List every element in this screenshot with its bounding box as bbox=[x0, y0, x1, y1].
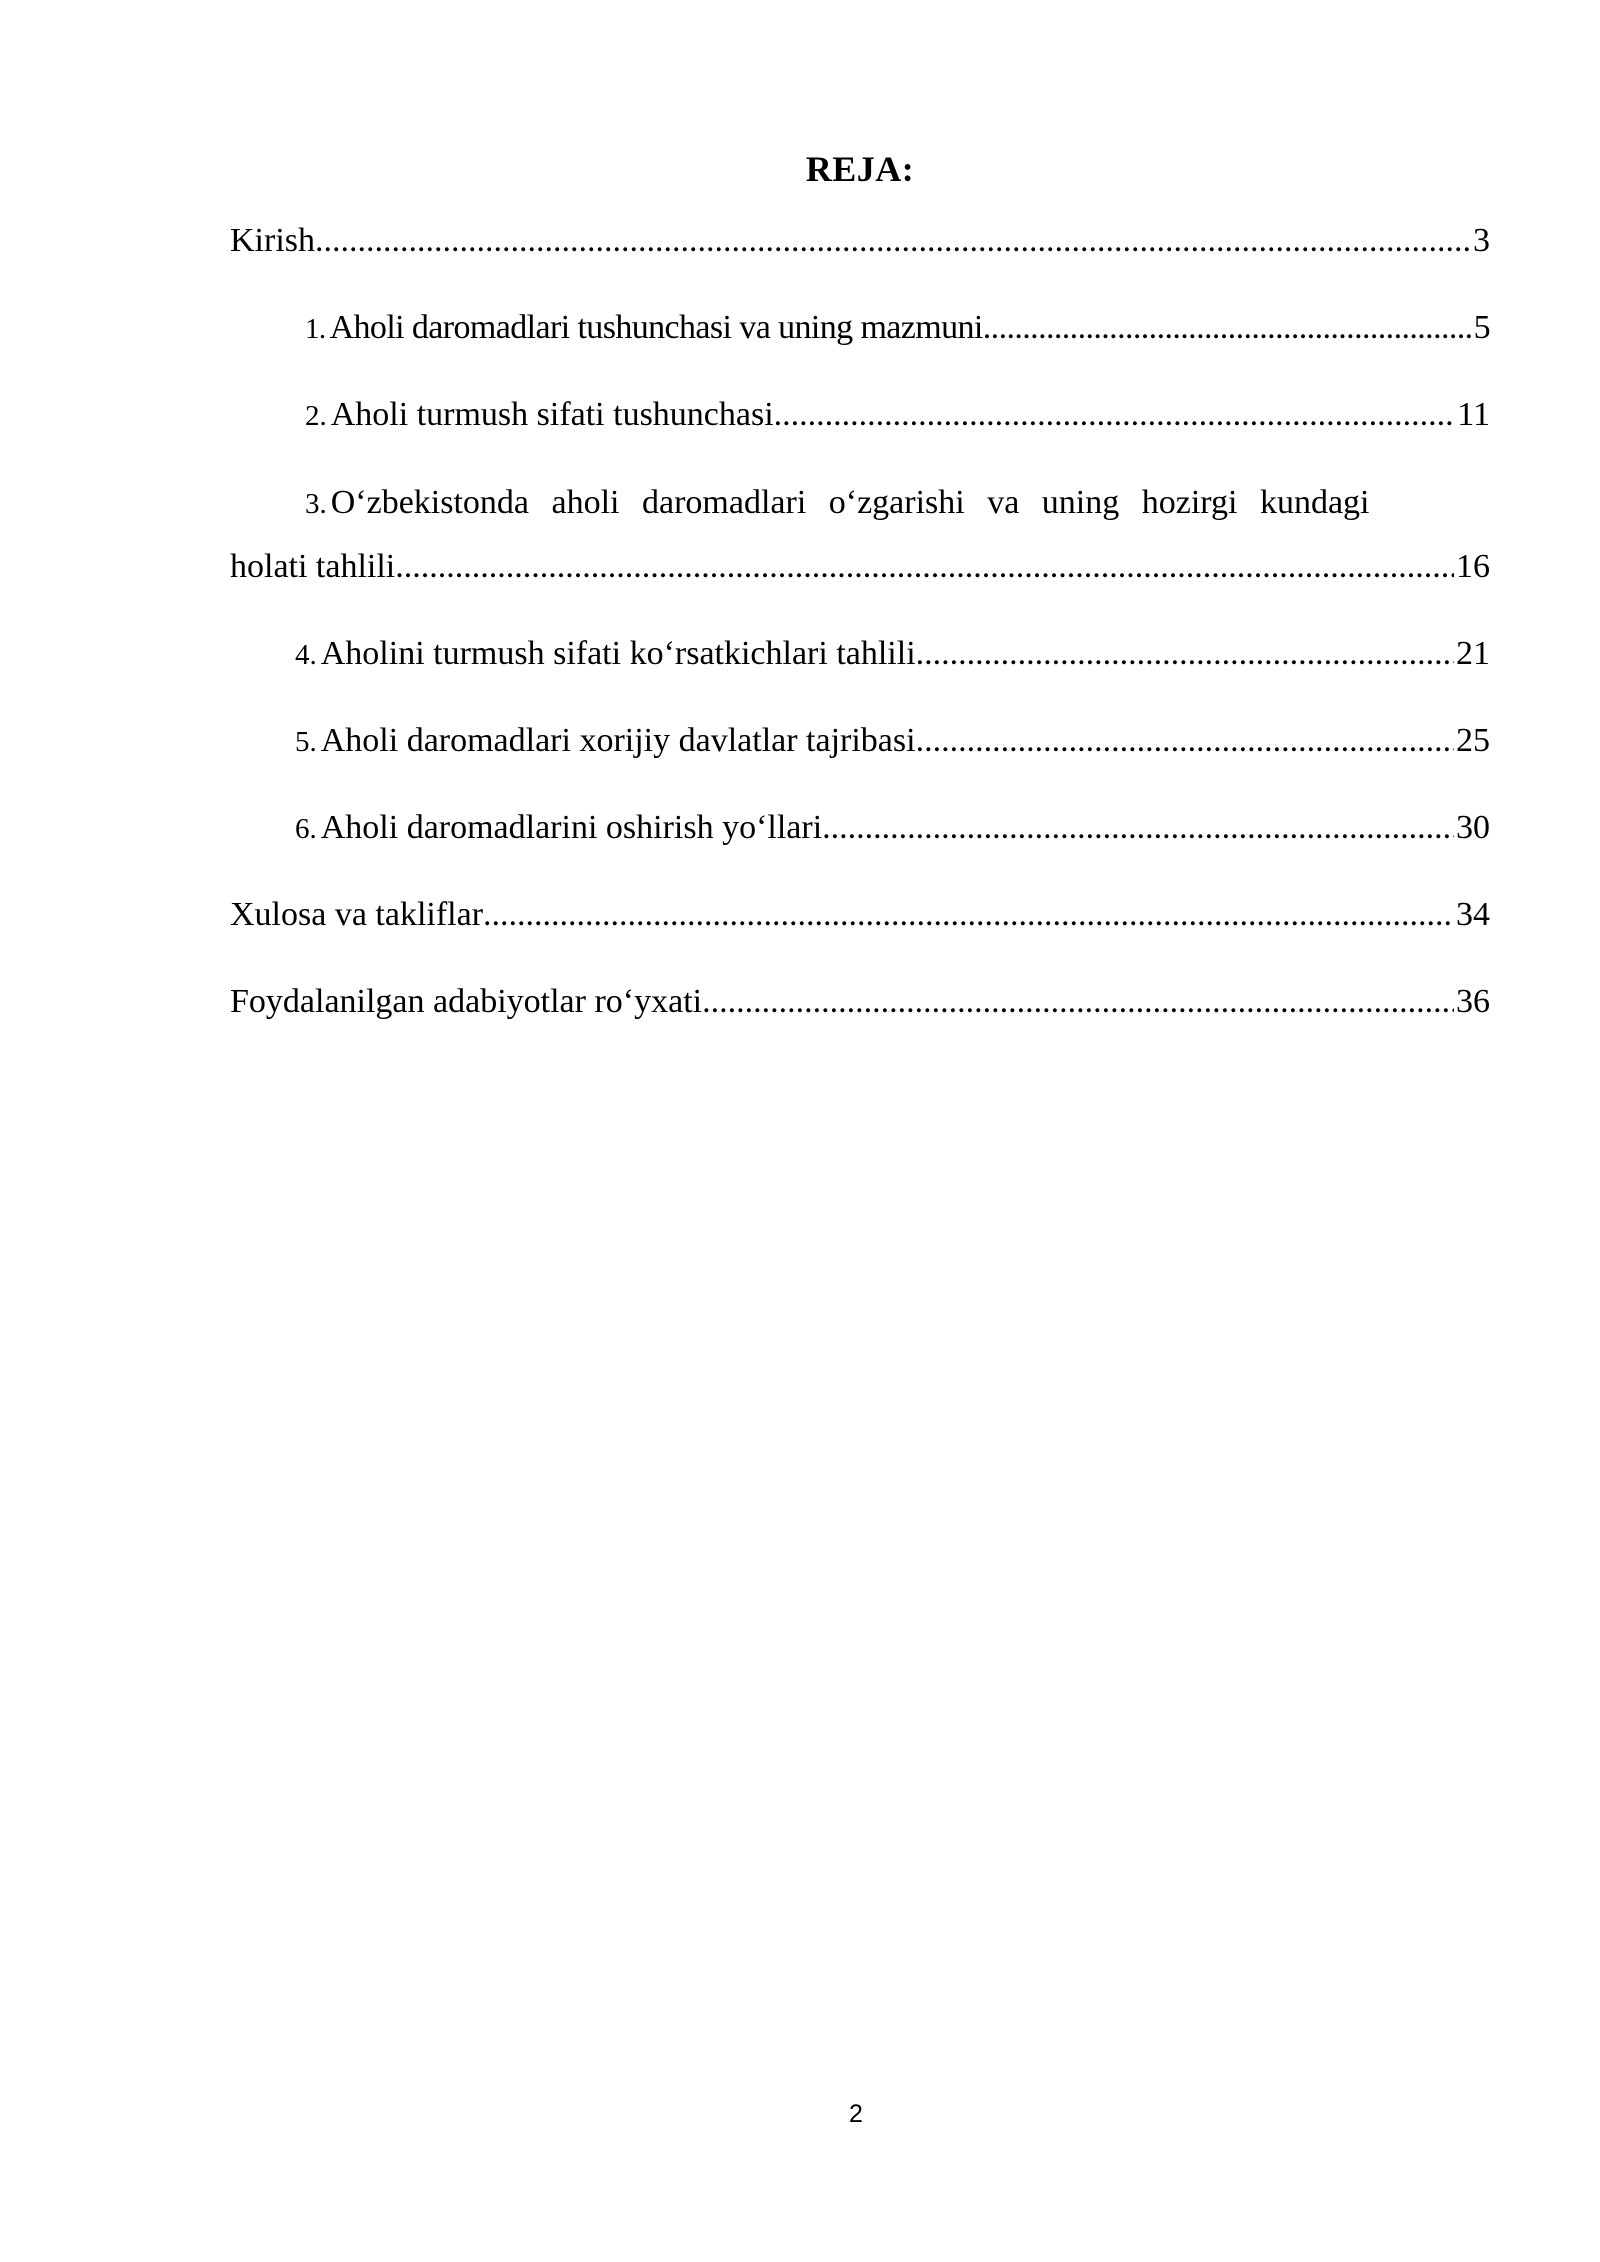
dot-leader bbox=[916, 635, 1454, 673]
toc-entry-number: 6. bbox=[295, 813, 317, 845]
toc-entry-text: Aholi daromadlarini oshirish yo‘llari bbox=[320, 809, 823, 846]
toc-page-number: 36 bbox=[1456, 983, 1490, 1020]
toc-entry-3-line1 bbox=[305, 484, 1455, 522]
toc-entry-number: 1. bbox=[305, 313, 326, 345]
toc-entry-text: Foydalanilgan adabiyotlar ro‘yxati bbox=[230, 983, 703, 1020]
toc-entry-text: Aholi daromadlari tushunchasi va uning mazmuni bbox=[329, 309, 983, 346]
dot-leader bbox=[774, 396, 1456, 434]
dot-leader bbox=[916, 722, 1454, 760]
toc-entry-5 bbox=[295, 722, 1490, 760]
footer-page-number: 2 bbox=[849, 2100, 863, 2128]
toc-entry-adabiyotlar bbox=[230, 983, 1490, 1021]
toc-entry-xulosa bbox=[230, 896, 1490, 934]
toc-entry-text-continued: holati tahlili bbox=[230, 548, 396, 585]
dot-leader bbox=[315, 222, 1471, 260]
toc-entry-text: Aholi turmush sifati tushunchasi bbox=[330, 396, 774, 433]
dot-leader bbox=[983, 309, 1472, 347]
toc-page-number: 30 bbox=[1456, 809, 1490, 846]
dot-leader bbox=[702, 983, 1454, 1021]
toc-page-number: 5 bbox=[1473, 309, 1490, 346]
toc-entry-2 bbox=[305, 396, 1490, 434]
toc-entry-text: O‘zbekistonda aholi daromadlari o‘zgarishi va uning hozirgi kundagi bbox=[330, 484, 1370, 521]
toc-entry-6 bbox=[295, 809, 1490, 847]
toc-entry-4 bbox=[295, 635, 1490, 673]
toc-entry-text: Aholi daromadlari xorijiy davlatlar tajribasi bbox=[320, 722, 916, 759]
toc-page-number: 3 bbox=[1473, 222, 1490, 259]
page-title: REJA: bbox=[805, 149, 915, 189]
toc-entry-number: 3. bbox=[305, 488, 327, 520]
toc-entry-1 bbox=[305, 309, 1490, 347]
toc-entry-text: Xulosa va takliflar bbox=[230, 896, 484, 933]
dot-leader bbox=[395, 548, 1454, 586]
toc-entry-number: 2. bbox=[305, 400, 327, 432]
toc-entry-3-line2 bbox=[230, 548, 1490, 586]
dot-leader bbox=[483, 896, 1454, 934]
toc-page-number: 11 bbox=[1457, 396, 1490, 433]
toc-page-number: 34 bbox=[1456, 896, 1490, 933]
dot-leader bbox=[822, 809, 1454, 847]
toc-page-number: 25 bbox=[1456, 722, 1490, 759]
toc-entry-number: 4. bbox=[295, 639, 317, 671]
toc-entry-number: 5. bbox=[295, 726, 317, 758]
toc-entry-kirish bbox=[230, 222, 1490, 260]
toc-page-number: 21 bbox=[1456, 635, 1490, 672]
toc-entry-text: Kirish bbox=[230, 222, 315, 259]
toc-entry-text: Aholini turmush sifati ko‘rsatkichlari tahlili bbox=[320, 635, 916, 672]
toc-page-number: 16 bbox=[1456, 548, 1490, 585]
